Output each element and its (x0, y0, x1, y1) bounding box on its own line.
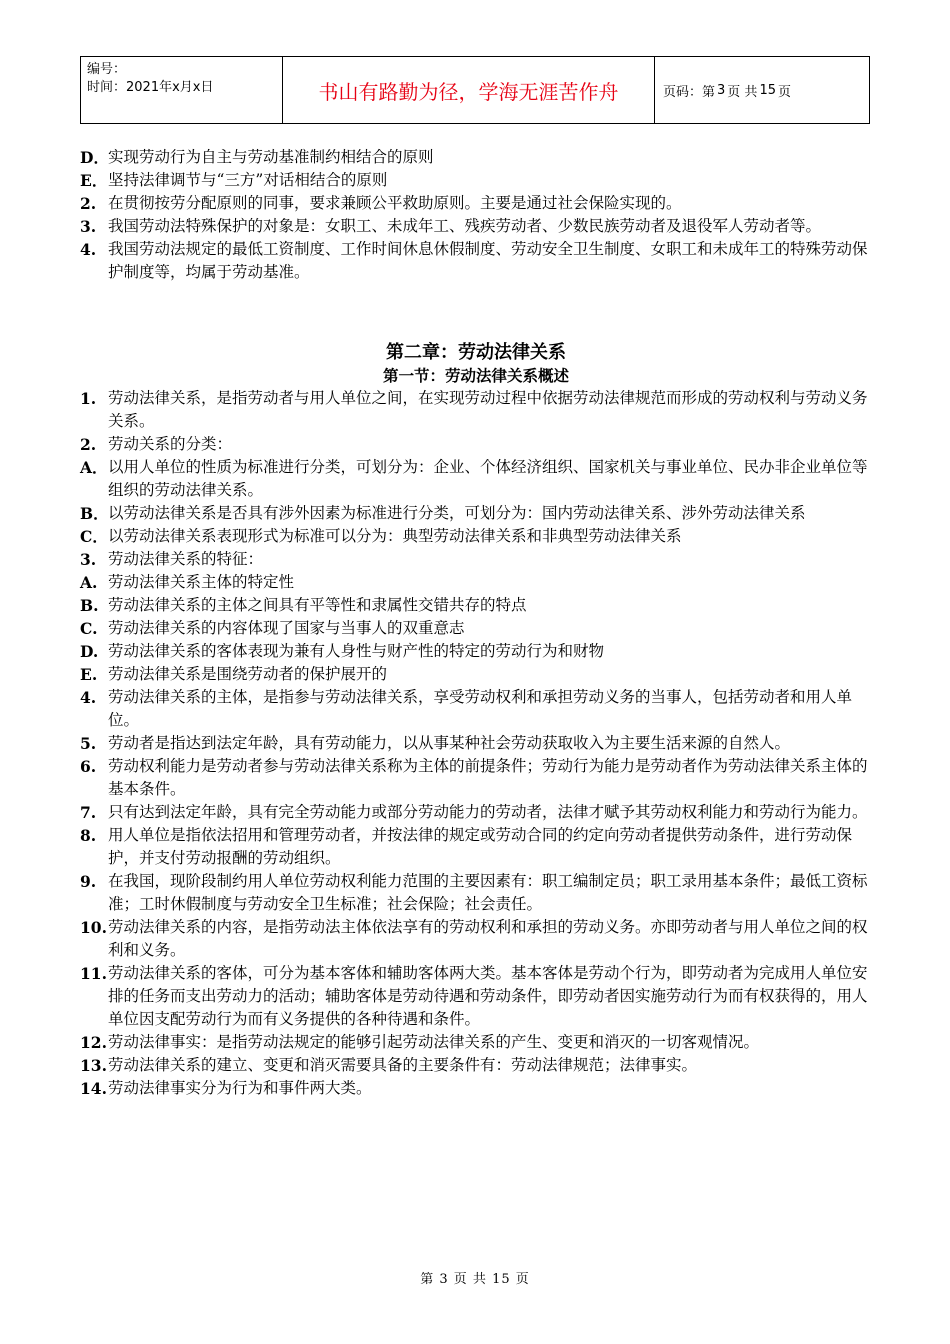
list-item-label: 3. (80, 217, 97, 236)
list-item-label: 10. (80, 918, 107, 937)
list-item-label: 14. (80, 1079, 107, 1098)
list-item-label: D． (80, 148, 109, 167)
list-item-text: 劳动法律关系的内容体现了国家与当事人的双重意志 (108, 619, 465, 637)
list-item (80, 686, 872, 732)
list-item (80, 456, 872, 502)
list-item-text: 实现劳动行为自主与劳动基准制约相结合的原则 (108, 148, 434, 166)
list-item-label: 8. (80, 826, 97, 845)
list-item (80, 801, 872, 824)
list-item (80, 870, 872, 916)
footer-suffix: 页 (515, 1272, 530, 1287)
list-item-text: 劳动者是指达到法定年龄，具有劳动能力，以从事某种社会劳动获取收入为主要生活来源的自然人。 (108, 734, 791, 752)
page-footer (0, 1268, 950, 1287)
list-item-text: 劳动法律关系的主体，是指参与劳动法律关系，享受劳动权利和承担劳动义务的当事人，包括劳动者和用人单位。 (108, 688, 853, 729)
main-list (80, 387, 872, 1100)
list-item (80, 215, 872, 238)
list-item-text: 在我国，现阶段制约用人单位劳动权利能力范围的主要因素有：职工编制定员；职工录用基本条件；最低工资标准；工时休假制度与劳动安全卫生标准；社会保险；社会责任。 (108, 872, 868, 913)
list-item (80, 387, 872, 433)
list-item-label: 1. (80, 389, 97, 408)
chapter-title: 第二章：劳动法律关系 (386, 342, 566, 363)
list-item (80, 732, 872, 755)
list-item-text: 我国劳动法特殊保护的对象是：女职工、未成年工、残疾劳动者、少数民族劳动者及退役军人劳动者等。 (108, 217, 822, 235)
page-middle: 页 共 (727, 84, 758, 100)
header-info (81, 57, 283, 123)
page-total: 15 (759, 82, 776, 98)
list-item-label: 4. (80, 240, 97, 259)
list-item-text: 以用人单位的性质为标准进行分类，可划分为：企业、个体经济组织、国家机关与事业单位、民办非企业单位等组织的劳动法律关系。 (108, 458, 868, 499)
list-item (80, 192, 872, 215)
list-item-label: E． (80, 171, 108, 190)
list-item-label: 3. (80, 550, 97, 569)
header-time: 时间：2021年x月x日 (87, 80, 214, 95)
list-item (80, 617, 872, 640)
list-item-label: C. (80, 619, 98, 638)
list-item-label: 5. (80, 734, 97, 753)
list-item (80, 502, 872, 525)
list-item (80, 962, 872, 1031)
list-item-label: A． (80, 458, 108, 477)
list-item-text: 以劳动法律关系表现形式为标准可以分为：典型劳动法律关系和非典型劳动法律关系 (108, 527, 682, 545)
list-item (80, 238, 872, 284)
top-list (80, 146, 872, 284)
list-item (80, 433, 872, 456)
section-title: 第一节：劳动法律关系概述 (382, 366, 569, 385)
list-item-label: A. (80, 573, 98, 592)
list-item (80, 525, 872, 548)
list-item-label: 6. (80, 757, 97, 776)
list-item-label: 11. (80, 964, 107, 983)
page-prefix: 页码：第 (663, 84, 716, 100)
list-item-text: 劳动法律关系的建立、变更和消灭需要具备的主要条件有：劳动法律规范；法律事实。 (108, 1056, 698, 1074)
list-item-text: 坚持法律调节与“三方”对话相结合的原则 (108, 171, 388, 189)
list-item-label: B． (80, 504, 109, 523)
list-item (80, 1054, 872, 1077)
list-item (80, 594, 872, 617)
list-item (80, 1077, 872, 1100)
list-item-label: E. (80, 665, 98, 684)
footer-current: 3 (439, 1272, 449, 1287)
list-item (80, 916, 872, 962)
list-item-text: 劳动关系的分类： (108, 435, 233, 453)
list-item-text: 劳动权利能力是劳动者参与劳动法律关系称为主体的前提条件；劳动行为能力是劳动者作为劳动法律关系主体的基本条件。 (108, 757, 868, 798)
document-body (80, 146, 872, 1100)
list-item-label: 7. (80, 803, 97, 822)
list-item-label: C． (80, 527, 108, 546)
list-item-label: 4. (80, 688, 97, 707)
footer-prefix: 第 (420, 1272, 435, 1287)
list-item-text: 只有达到法定年龄，具有完全劳动能力或部分劳动能力的劳动者，法律才赋予其劳动权利能力和劳动行为能力。 (108, 803, 868, 821)
list-item-label: 9. (80, 872, 97, 891)
header-number: 编号： (87, 62, 127, 77)
list-item (80, 548, 872, 571)
list-item (80, 146, 872, 169)
page-current: 3 (717, 82, 726, 98)
list-item-label: 13. (80, 1056, 107, 1075)
list-item-text: 劳动法律关系，是指劳动者与用人单位之间，在实现劳动过程中依据劳动法律规范而形成的劳动权利与劳动义务关系。 (108, 389, 868, 430)
list-item-label: 2. (80, 194, 97, 213)
list-item-text: 以劳动法律关系是否具有涉外因素为标准进行分类，可划分为：国内劳动法律关系、涉外劳动法律关系 (108, 504, 806, 522)
list-item-label: 2. (80, 435, 97, 454)
list-item (80, 169, 872, 192)
list-item (80, 663, 872, 686)
list-item (80, 571, 872, 594)
list-item (80, 755, 872, 801)
list-item-text: 劳动法律关系的客体，可分为基本客体和辅助客体两大类。基本客体是劳动个行为，即劳动者为完成用人单位安排的任务而支出劳动力的活动；辅助客体是劳动待遇和劳动条件，即劳动者因实施劳动行为而有权获得的，用人单位因支配劳动行为而有义务提供的各种待遇和条件。 (108, 964, 868, 1028)
footer-middle: 页 共 (453, 1272, 487, 1287)
list-item-text: 劳动法律关系的内容，是指劳动法主体依法享有的劳动权利和承担的劳动义务。亦即劳动者与用人单位之间的权利和义务。 (108, 918, 868, 959)
list-item-text: 劳动法律关系的主体之间具有平等性和隶属性交错共存的特点 (108, 596, 527, 614)
header-page-info (655, 57, 869, 123)
header-motto: 书山有路勤为径，学海无涯苦作舟 (283, 57, 655, 123)
list-item-text: 用人单位是指依法招用和管理劳动者，并按法律的规定或劳动合同的约定向劳动者提供劳动条件，进行劳动保护，并支付劳动报酬的劳动组织。 (108, 826, 853, 867)
page-suffix: 页 (777, 84, 791, 100)
list-item-label: 12. (80, 1033, 107, 1052)
footer-total: 15 (492, 1272, 511, 1287)
list-item-text: 在贯彻按劳分配原则的同事，要求兼顾公平救助原则。主要是通过社会保险实现的。 (108, 194, 682, 212)
list-item-label: B. (80, 596, 99, 615)
list-item (80, 640, 872, 663)
list-item-text: 劳动法律关系主体的特定性 (108, 573, 295, 591)
list-item-text: 劳动法律关系是围绕劳动者的保护展开的 (108, 665, 388, 683)
list-item-text: 劳动法律关系的客体表现为兼有人身性与财产性的特定的劳动行为和财物 (108, 642, 605, 660)
list-item-text: 劳动法律关系的特征： (108, 550, 264, 568)
list-item (80, 1031, 872, 1054)
list-item-label: D. (80, 642, 99, 661)
page-header (80, 56, 870, 124)
list-item-text: 劳动法律事实：是指劳动法规定的能够引起劳动法律关系的产生、变更和消灭的一切客观情况。 (108, 1033, 760, 1051)
list-item-text: 劳动法律事实分为行为和事件两大类。 (108, 1079, 372, 1097)
list-item-text: 我国劳动法规定的最低工资制度、工作时间休息休假制度、劳动安全卫生制度、女职工和未成年工的特殊劳动保护制度等，均属于劳动基准。 (108, 240, 868, 281)
list-item (80, 824, 872, 870)
